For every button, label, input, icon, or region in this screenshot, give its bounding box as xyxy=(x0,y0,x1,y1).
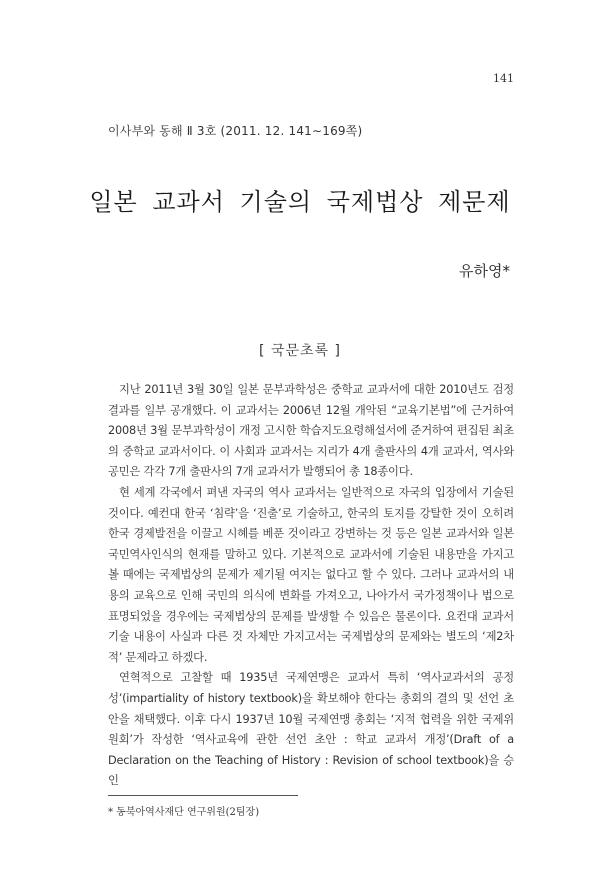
footnote: * 동북아역사재단 연구위원(2팀장) xyxy=(108,807,260,818)
abstract-paragraph: 연혁적으로 고찰할 때 1935년 국제연맹은 교과서 특히 ‘역사교과서의 공정성’(impartiality of history textbook)을 확보해야 한다는 총회의 결의 및 선언 초안을 채택했다. 이후 다시 1937년 10월 국제연맹 총회는 ‘지적 협력을 위한 국제위원회’가 작성한 ‘역사교육에 관한 선언 초안 : 학교 교과서 개정’(Draft of a Declaration on the Teaching of History : Revision of school textbook)을 승인 xyxy=(108,671,514,788)
journal-reference: 이사부와 동해 Ⅱ 3호 (2011. 12. 141∼169쪽) xyxy=(108,124,363,138)
abstract-paragraph: 지난 2011년 3월 30일 일본 문부과학성은 중학교 교과서에 대한 2010년도 검정결과를 일부 공개했다. 이 교과서는 2006년 12월 개악된 “교육기본법”에 근거하여 2008년 3월 문부과학성이 개정 고시한 학습지도요령해설서에 준거하여 편집된 최초의 중학교 교과서이다. 이 사회과 교과서는 지리가 4개 출판사의 4개 교과서, 역사와 공민은 각각 7개 출판사의 7개 교과서가 발행되어 총 18종이다. xyxy=(108,383,514,479)
footnote-divider xyxy=(108,795,298,796)
paper-title: 일본 교과서 기술의 국제법상 제문제 xyxy=(89,188,511,216)
author-name: 유하영* xyxy=(459,262,510,280)
abstract-heading: [ 국문초록 ] xyxy=(259,343,341,359)
page-number: 141 xyxy=(493,72,514,85)
abstract-body xyxy=(108,380,514,792)
abstract-paragraph: 현 세계 각국에서 펴낸 자국의 역사 교과서는 일반적으로 자국의 입장에서 기술된 것이다. 예컨대 한국 ‘침략’을 ‘진출’로 기술하고, 한국의 토지를 강탈한 것이 오히려 한국 경제발전을 이끌고 시혜를 베푼 것이라고 강변하는 것 등은 일본 교과서와 일본 국민역사인식의 현재를 말하고 있다. 기본적으로 교과서에 기술된 내용만을 가지고 볼 때에는 국제법상의 문제가 제기될 여지는 없다고 할 수 있다. 그러나 교과서의 내용의 교육으로 인해 국민의 의식에 변화를 가져오고, 나아가서 국가정책이나 법으로 표명되었을 경우에는 국제법상의 문제를 발생할 수 있음은 물론이다. 요컨대 교과서 기술 내용이 사실과 다른 것 자체만 가지고서는 국제법상의 문제와는 별도의 ‘제2차적’ 문제라고 하겠다. xyxy=(108,485,514,664)
